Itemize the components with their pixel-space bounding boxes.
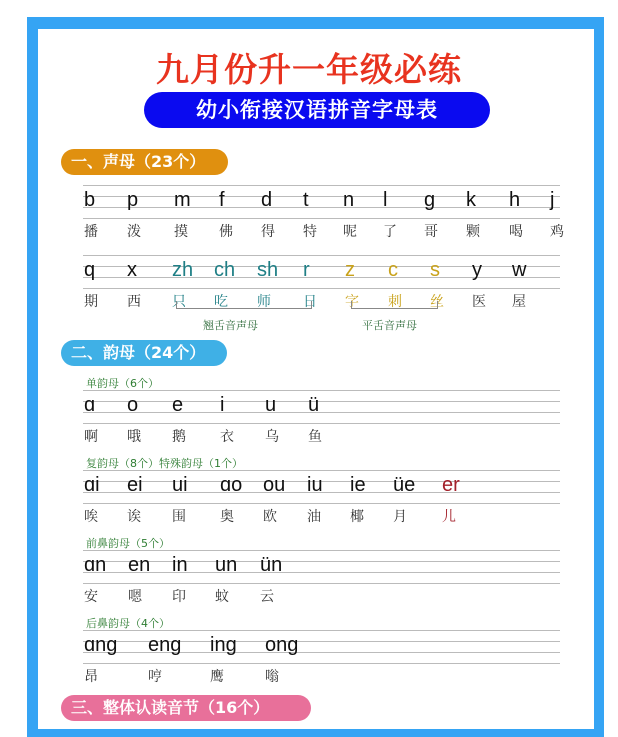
pinyin-letter: w <box>512 259 527 281</box>
example-character: 西 <box>127 294 141 310</box>
staff-line <box>83 185 560 186</box>
example-character: 诶 <box>127 509 141 525</box>
pinyin-letter: un <box>215 554 238 576</box>
example-character: 呢 <box>343 224 357 240</box>
example-character: 期 <box>84 294 98 310</box>
example-character: 欧 <box>263 509 277 525</box>
pinyin-letter: q <box>84 259 96 281</box>
staff-line <box>83 196 560 197</box>
example-character: 特 <box>303 224 317 240</box>
pinyin-letter: o <box>127 394 139 416</box>
staff-line <box>83 663 560 664</box>
pinyin-letter: in <box>172 554 188 576</box>
example-character: 喝 <box>509 224 523 240</box>
pinyin-letter: zh <box>172 259 194 281</box>
staff-line <box>83 288 560 289</box>
retroflex-label: 翘舌音声母 <box>203 319 258 332</box>
staff-line <box>83 470 560 471</box>
example-character: 播 <box>84 224 98 240</box>
example-character: 哥 <box>424 224 438 240</box>
example-character: 嗯 <box>128 589 142 605</box>
example-character: 颗 <box>466 224 480 240</box>
example-character: 鱼 <box>308 429 322 445</box>
pinyin-letter: s <box>430 259 440 281</box>
final-group-label: 复韵母（8个）特殊韵母（1个） <box>86 457 243 470</box>
staff-line <box>83 277 560 278</box>
example-character: 啊 <box>84 429 98 445</box>
example-character: 屋 <box>512 294 526 310</box>
example-character: 云 <box>260 589 274 605</box>
pinyin-letter: b <box>84 189 96 211</box>
staff-line <box>83 550 560 551</box>
example-character: 医 <box>472 294 486 310</box>
final-group-label: 前鼻韵母（5个） <box>86 537 170 550</box>
pinyin-letter: g <box>424 189 436 211</box>
pinyin-letter: k <box>466 189 476 211</box>
pinyin-letter: z <box>345 259 355 281</box>
pinyin-letter: er <box>442 474 460 496</box>
pinyin-letter: i <box>220 394 225 416</box>
flat-label: 平舌音声母 <box>362 319 417 332</box>
example-character: 只 <box>172 294 186 310</box>
example-character: 鹅 <box>172 429 186 445</box>
example-character: 得 <box>261 224 275 240</box>
example-character: 儿 <box>442 509 456 525</box>
pinyin-letter: n <box>343 189 355 211</box>
staff-line <box>83 583 560 584</box>
example-character: 泼 <box>127 224 141 240</box>
example-character: 月 <box>393 509 407 525</box>
flat-bracket <box>351 301 438 309</box>
example-character: 椰 <box>350 509 364 525</box>
pinyin-letter: ei <box>127 474 143 496</box>
pinyin-letter: ing <box>210 634 237 656</box>
example-character: 昂 <box>84 669 98 685</box>
final-group-label: 单韵母（6个） <box>86 377 159 390</box>
pinyin-letter: eng <box>148 634 182 656</box>
pinyin-letter: y <box>472 259 482 281</box>
pinyin-letter: e <box>172 394 184 416</box>
example-character: 师 <box>257 294 271 310</box>
pinyin-letter: ɑo <box>220 474 243 496</box>
example-character: 日 <box>303 294 317 310</box>
pinyin-letter: ɑng <box>84 634 118 656</box>
staff-line <box>83 412 560 413</box>
example-character: 摸 <box>174 224 188 240</box>
example-character: 鸡 <box>550 224 564 240</box>
pinyin-letter: j <box>550 189 555 211</box>
example-character: 哦 <box>127 429 141 445</box>
example-character: 丝 <box>430 294 444 310</box>
pinyin-letter: ɑi <box>84 474 100 496</box>
example-character: 衣 <box>220 429 234 445</box>
staff-line <box>83 218 560 219</box>
example-character: 鹰 <box>210 669 224 685</box>
retroflex-bracket <box>176 301 312 309</box>
example-character: 嗡 <box>265 669 279 685</box>
example-character: 哼 <box>148 669 162 685</box>
pinyin-letter: ɑn <box>84 554 107 576</box>
staff-line <box>83 266 560 267</box>
pinyin-letter: f <box>219 189 225 211</box>
pinyin-letter: ie <box>350 474 366 496</box>
pinyin-letter: ou <box>263 474 286 496</box>
staff-line <box>83 572 560 573</box>
example-character: 油 <box>307 509 321 525</box>
example-character: 奥 <box>220 509 234 525</box>
example-character: 字 <box>345 294 359 310</box>
example-character: 印 <box>172 589 186 605</box>
pinyin-letter: ün <box>260 554 283 576</box>
pinyin-letter: c <box>388 259 398 281</box>
staff-line <box>83 561 560 562</box>
staff-line <box>83 390 560 391</box>
example-character: 吃 <box>214 294 228 310</box>
pinyin-letter: sh <box>257 259 279 281</box>
pinyin-letter: en <box>128 554 151 576</box>
pinyin-letter: ong <box>265 634 299 656</box>
example-character: 乌 <box>265 429 279 445</box>
pinyin-letter: l <box>383 189 388 211</box>
section-badge: 三、整体认读音节（16个） <box>61 695 311 721</box>
example-character: 佛 <box>219 224 233 240</box>
pinyin-letter: t <box>303 189 309 211</box>
pinyin-letter: üe <box>393 474 416 496</box>
pinyin-letter: iu <box>307 474 323 496</box>
staff-line <box>83 630 560 631</box>
section-badge: 二、韵母（24个） <box>61 340 227 366</box>
final-group-label: 后鼻韵母（4个） <box>86 617 170 630</box>
pinyin-letter: x <box>127 259 137 281</box>
example-character: 了 <box>383 224 397 240</box>
pinyin-letter: d <box>261 189 273 211</box>
example-character: 安 <box>84 589 98 605</box>
staff-line <box>83 401 560 402</box>
example-character: 刺 <box>388 294 402 310</box>
pinyin-letter: r <box>303 259 310 281</box>
page-title: 九月份升一年级必练 <box>156 50 462 89</box>
section-badge: 一、声母（23个） <box>61 149 228 175</box>
example-character: 蚊 <box>215 589 229 605</box>
pinyin-letter: ch <box>214 259 236 281</box>
pinyin-letter: p <box>127 189 139 211</box>
pinyin-letter: m <box>174 189 191 211</box>
staff-line <box>83 207 560 208</box>
pinyin-letter: u <box>265 394 277 416</box>
pinyin-letter: h <box>509 189 521 211</box>
subtitle-banner: 幼小衔接汉语拼音字母表 <box>144 92 490 128</box>
staff-line <box>83 255 560 256</box>
pinyin-letter: ɑ <box>84 394 96 416</box>
staff-line <box>83 423 560 424</box>
example-character: 围 <box>172 509 186 525</box>
staff-line <box>83 503 560 504</box>
pinyin-letter: ui <box>172 474 188 496</box>
example-character: 唉 <box>84 509 98 525</box>
pinyin-letter: ü <box>308 394 320 416</box>
